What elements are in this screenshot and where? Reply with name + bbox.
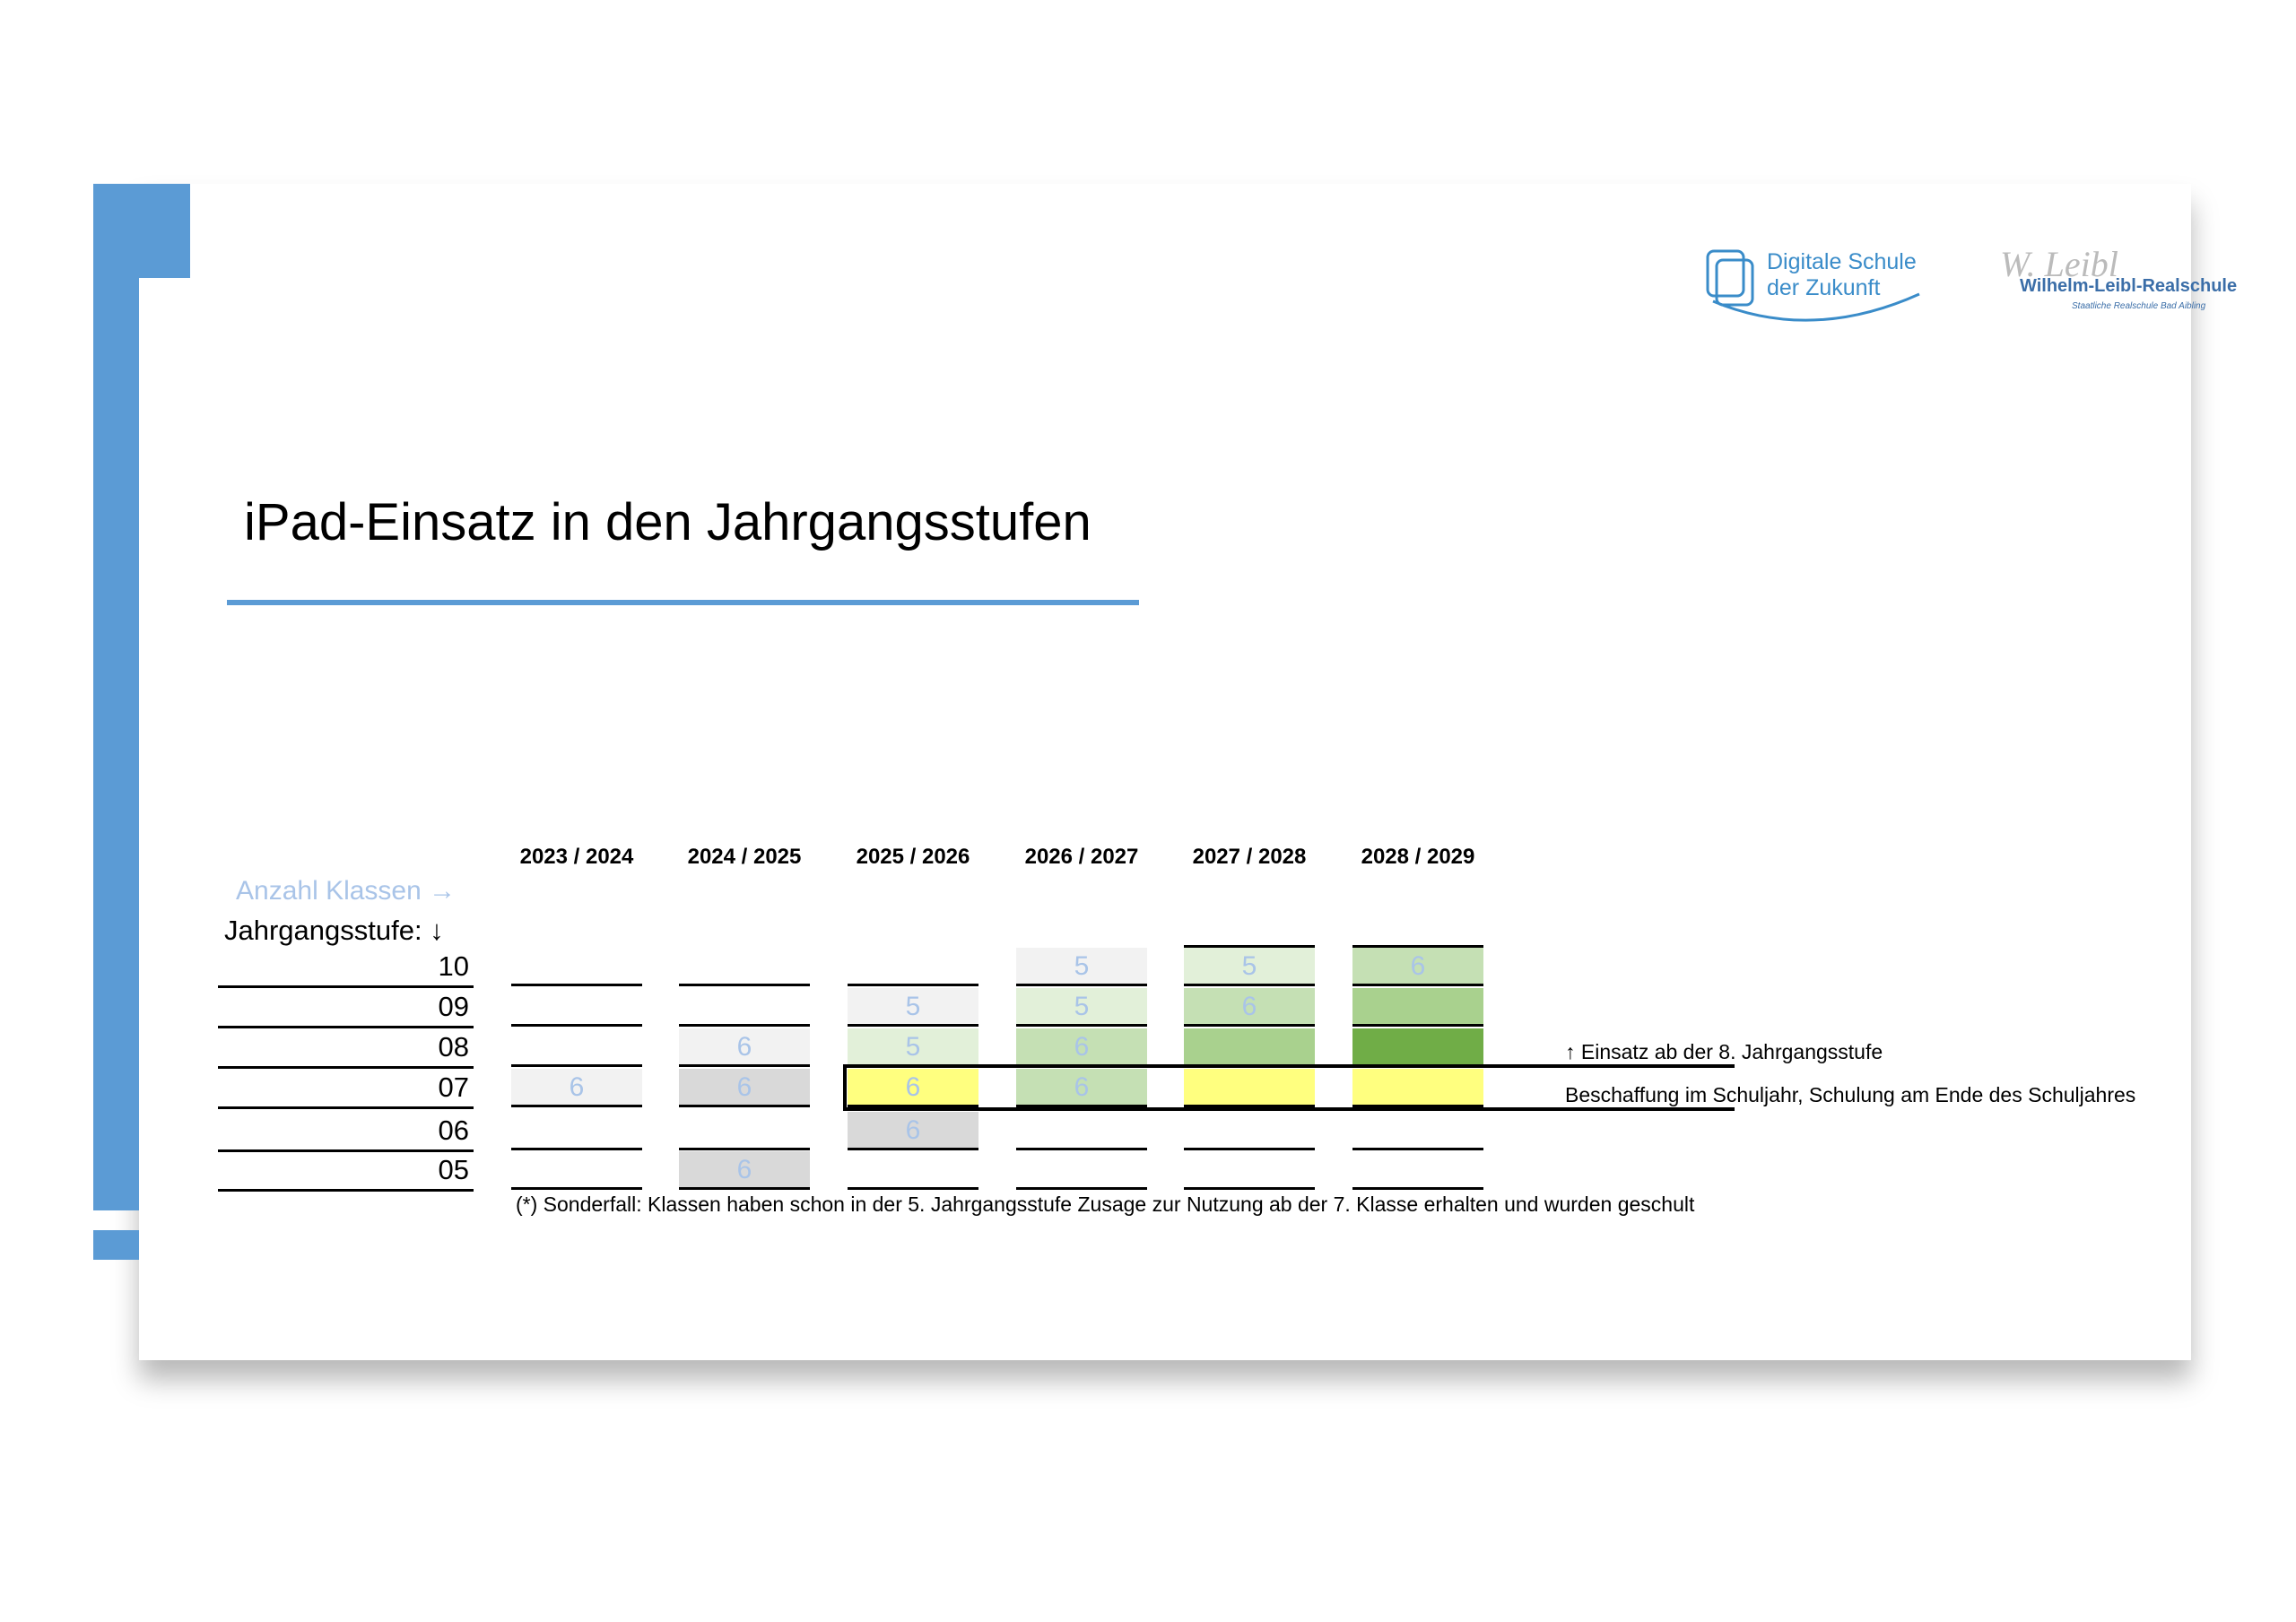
cell-underline: [1184, 1105, 1315, 1107]
grade-label-10: 10: [438, 950, 469, 982]
cell-underline: [511, 1105, 642, 1107]
grade-label-06: 06: [438, 1115, 469, 1146]
footnote: (*) Sonderfall: Klassen haben schon in der 5. Jahrgangsstufe Zusage zur Nutzung ab der 7. Klasse erhalten und wurden geschult: [516, 1193, 1695, 1216]
title-underline: [227, 600, 1139, 605]
cell-underline: [511, 984, 642, 986]
label-anzahl-klassen: Anzahl Klassen →: [236, 876, 457, 906]
cell-underline: [679, 1187, 810, 1190]
grade-label-08: 08: [438, 1031, 469, 1063]
cell-underline: [1016, 1148, 1147, 1150]
svg-text:W. Leibl: W. Leibl: [2000, 244, 2118, 282]
digitale-schule-logo: [1704, 242, 1928, 332]
table-cell: 6: [511, 1069, 642, 1106]
table-cell: 5: [1016, 988, 1147, 1026]
cell-underline: [848, 1105, 978, 1107]
table-cell: 6: [848, 1069, 978, 1106]
cell-underline: [1352, 1064, 1483, 1067]
table-cell: [1352, 1028, 1483, 1066]
cell-topline: [1352, 945, 1483, 948]
grade-row-line: [218, 1106, 474, 1109]
table-cell: 6: [848, 1112, 978, 1149]
cell-underline: [679, 1148, 810, 1150]
table-cell: 5: [848, 1028, 978, 1066]
year-header-5: 2028 / 2029: [1361, 845, 1475, 869]
cell-underline: [511, 1024, 642, 1027]
cell-underline: [679, 984, 810, 986]
grade-row-line: [218, 985, 474, 988]
cell-underline: [1352, 1024, 1483, 1027]
page-title: iPad-Einsatz in den Jahrgangsstufen: [244, 493, 1091, 551]
cell-underline: [1352, 1105, 1483, 1107]
cell-underline: [679, 1024, 810, 1027]
year-header-3: 2026 / 2027: [1024, 845, 1139, 869]
dsz-logo-line1: Digitale Schule: [1767, 249, 1917, 274]
table-cell: 6: [1184, 988, 1315, 1026]
accent-bar-vertical: [93, 184, 139, 1210]
cell-underline: [1016, 984, 1147, 986]
table-cell: [1184, 1028, 1315, 1066]
dsz-logo-icon: [1704, 242, 1928, 332]
cell-underline: [1184, 1024, 1315, 1027]
school-logo: [1991, 242, 2242, 323]
accent-bar-bottom: [93, 1230, 139, 1260]
cell-underline: [848, 1024, 978, 1027]
cell-underline: [511, 1187, 642, 1190]
cell-underline: [1352, 1187, 1483, 1190]
table-cell: 6: [1016, 1069, 1147, 1106]
table-cell: 6: [679, 1151, 810, 1189]
school-logo-name: Wilhelm-Leibl-Realschule: [2020, 276, 2238, 296]
cell-underline: [848, 1187, 978, 1190]
grade-label-09: 09: [438, 991, 469, 1022]
label-jahrgangsstufe: Jahrgangsstufe: ↓: [224, 915, 444, 946]
cell-underline: [1184, 984, 1315, 986]
table-cell: [1352, 988, 1483, 1026]
cell-underline: [848, 984, 978, 986]
grade-row-line: [218, 1026, 474, 1028]
cell-underline: [848, 1064, 978, 1067]
table-cell: [1184, 1069, 1315, 1106]
year-header-0: 2023 / 2024: [519, 845, 634, 869]
cell-underline: [679, 1105, 810, 1107]
cell-underline: [1016, 1064, 1147, 1067]
table-cell: 6: [679, 1069, 810, 1106]
school-logo-subtitle: Staatliche Realschule Bad Aibling: [2072, 301, 2206, 311]
cell-underline: [1016, 1105, 1147, 1107]
cell-underline: [1184, 1064, 1315, 1067]
cell-underline: [679, 1064, 810, 1067]
cell-underline: [511, 1148, 642, 1150]
grade-label-07: 07: [438, 1071, 469, 1103]
table-cell: 5: [848, 988, 978, 1026]
grade-label-05: 05: [438, 1154, 469, 1185]
year-header-2: 2025 / 2026: [856, 845, 970, 869]
table-cell: [1352, 1069, 1483, 1106]
table-cell: 6: [679, 1028, 810, 1066]
cell-underline: [1016, 1187, 1147, 1190]
cell-underline: [511, 1064, 642, 1067]
note-beschaffung: Beschaffung im Schuljahr, Schulung am Ende des Schuljahres: [1565, 1083, 2136, 1106]
year-header-1: 2024 / 2025: [687, 845, 802, 869]
grade-row-line: [218, 1189, 474, 1192]
table-cell: 5: [1184, 948, 1315, 985]
note-einsatz: ↑ Einsatz ab der 8. Jahrgangsstufe: [1565, 1040, 1883, 1063]
cell-topline: [1184, 945, 1315, 948]
cell-underline: [848, 1148, 978, 1150]
table-cell: 6: [1352, 948, 1483, 985]
dsz-logo-line2: der Zukunft: [1767, 275, 1881, 300]
grade-row-line: [218, 1149, 474, 1152]
cell-underline: [1352, 984, 1483, 986]
cell-underline: [1016, 1024, 1147, 1027]
table-cell: 6: [1016, 1028, 1147, 1066]
accent-bar-top: [93, 184, 190, 278]
cell-underline: [1352, 1148, 1483, 1150]
grade-row-line: [218, 1066, 474, 1069]
year-header-4: 2027 / 2028: [1192, 845, 1307, 869]
cell-underline: [1184, 1187, 1315, 1190]
cell-underline: [1184, 1148, 1315, 1150]
table-cell: 5: [1016, 948, 1147, 985]
